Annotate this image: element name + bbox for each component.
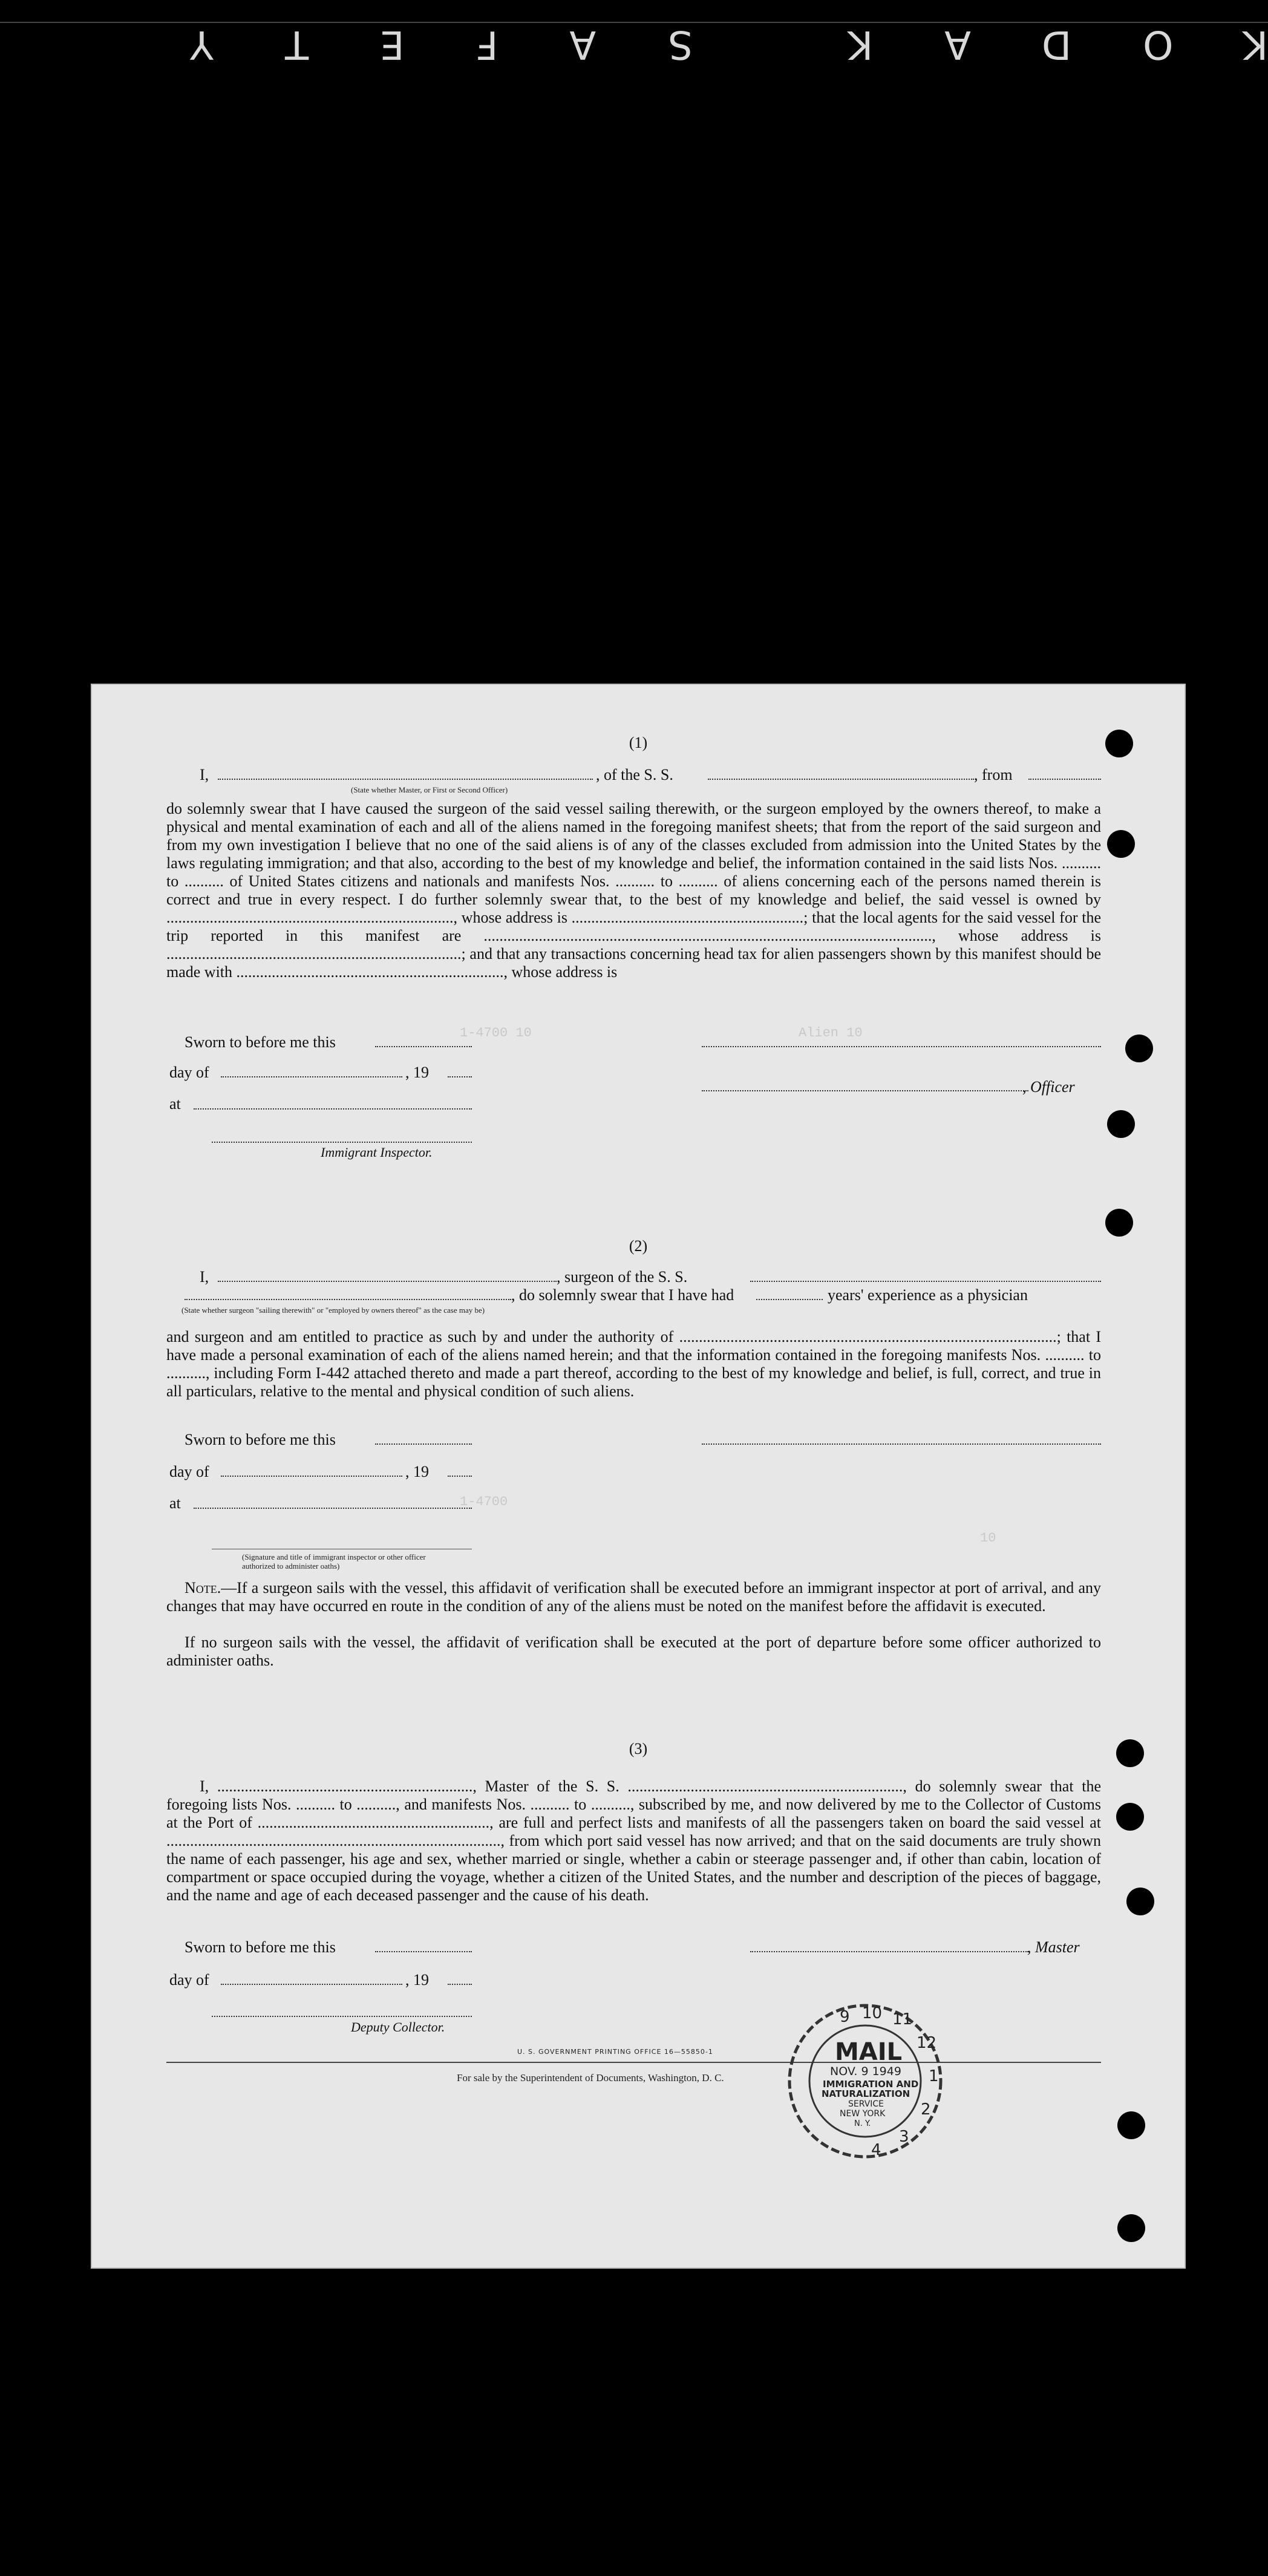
surgeon-of-ss-label: , surgeon of the S. S. bbox=[557, 1268, 688, 1286]
section-3-oath-text: I, ................................................................., Master of the S. S. ......................................................................, do solemnly swear that the foregoing lists Nos. .......... to .........., and manifests Nos. .......... to .........., subscribed by me, and now delivered by me to the Collector of Customs at the Port of ..........................................................., are full and perfect lists and manifests of all the passengers taken on board the said vessel at ....................................................................................., from which port said vessel has now arrived; and that on the said documents are truly shown the name of each passenger, his age and sex, whether married or single, whether a cabin or steerage passenger and, if other than cabin, location of compartment or space occupied during the voyage, whether a citizen of the United States, and the number and description of the pieces of baggage, and the name and age of each deceased passenger and the cause of his death. bbox=[166, 1777, 1101, 1904]
immigration-mail-stamp bbox=[780, 1996, 950, 2166]
surgeon-status-field[interactable] bbox=[185, 1298, 511, 1300]
stamp-date: NOV. 9 1949 bbox=[830, 2065, 901, 2078]
officer-caption: (State whether Master, or First or Second Officer) bbox=[351, 785, 508, 794]
sale-notice: For sale by the Superintendent of Documents, Washington, D. C. bbox=[457, 2072, 724, 2084]
master-name-field[interactable] bbox=[218, 777, 593, 780]
punch-hole bbox=[1126, 1888, 1154, 1915]
section-2-sworn: Sworn to before me this bbox=[185, 1431, 336, 1448]
officer-label: , Officer bbox=[1022, 1078, 1075, 1096]
section-1-year: , 19 bbox=[405, 1064, 429, 1081]
master-label: , Master bbox=[1027, 1938, 1080, 1956]
bleed-through-text: 1-4700 10 bbox=[460, 1025, 532, 1041]
stamp-agency-3: SERVICE bbox=[848, 2099, 884, 2109]
inspector-signature-line[interactable] bbox=[212, 1140, 472, 1143]
stamp-city: NEW YORK bbox=[840, 2109, 886, 2119]
footer-rule bbox=[166, 2062, 1101, 2063]
inspector-signature-caption: (Signature and title of immigrant inspector or other officer authorized to administer oaths) bbox=[242, 1552, 426, 1571]
stamp-agency-2: NATURALIZATION bbox=[822, 2088, 910, 2099]
section-1-at: at bbox=[169, 1095, 181, 1113]
surgeon-name-field[interactable] bbox=[218, 1280, 557, 1282]
punch-hole bbox=[1125, 1035, 1153, 1062]
section-1-line-i: I, bbox=[200, 766, 209, 783]
punch-hole bbox=[1107, 1110, 1135, 1138]
manifest-affidavit-page bbox=[91, 684, 1186, 2269]
section-1-oath-text: do solemnly swear that I have caused the surgeon of the said vessel sailing therewith, or the surgeon employed by the owners thereof, to make a physical and mental examination of each and all of the aliens named in the foregoing manifest sheets; that from the report of the said surgeon and from my own investigation I believe that no one of the said aliens is of any of the classes excluded from admission into the United States by the laws regulating immigration; and that also, according to the best of my knowledge and belief, the information contained in the said lists Nos. .......... to .......... of United States citizens and nationals and manifests Nos. .......... to .......... of aliens concerning each of the persons named therein is correct and true in every respect. I do further solemnly swear that, to the best of my knowledge and belief, the said vessel is owned by ........................................................................., whose address is ...........................................................; that the local agents for the said vessel for the trip reported in this manifest are .................................................................................................................., whose address is ...........................................................................; and that any transactions concerning head tax for alien passengers shown by this manifest should be made with ...................................................................., whose address is bbox=[166, 800, 1101, 981]
master-signature-line[interactable] bbox=[750, 1950, 1028, 1952]
stamp-clock-1: 1 bbox=[929, 2067, 939, 2085]
section-3-day: day of bbox=[169, 1971, 209, 1989]
section-2-year-field[interactable] bbox=[448, 1474, 472, 1477]
note-text: —If a surgeon sails with the vessel, this affidavit of verification shall be executed before an immigrant inspector at port of arrival, and any changes that may have occurred en route in the condition of any of the aliens must be noted on the manifest before the affidavit is executed. bbox=[166, 1579, 1101, 1615]
inspector-label: Immigrant Inspector. bbox=[321, 1145, 433, 1160]
stamp-clock-3: 3 bbox=[899, 2128, 909, 2146]
stamp-agency-1: IMMIGRATION AND bbox=[823, 2079, 919, 2090]
note-paragraph bbox=[166, 1579, 1101, 1615]
section-3-sworn: Sworn to before me this bbox=[185, 1938, 336, 1956]
officer-title-line[interactable] bbox=[702, 1089, 1028, 1091]
surgeon-status-caption: (State whether surgeon "sailing therewith" or "employed by owners thereof" as the case may be) bbox=[181, 1306, 485, 1315]
stamp-clock-9: 9 bbox=[840, 2008, 850, 2026]
punch-hole bbox=[1107, 830, 1135, 858]
collector-signature-line[interactable] bbox=[212, 2015, 472, 2017]
film-edge-text: KODAK SAFETY bbox=[118, 22, 1268, 67]
officer-signature-line[interactable] bbox=[702, 1045, 1101, 1047]
gpo-imprint: U. S. GOVERNMENT PRINTING OFFICE 16—55850-1 bbox=[517, 2048, 713, 2056]
section-2-at: at bbox=[169, 1494, 181, 1512]
section-2-at-field[interactable] bbox=[194, 1506, 472, 1509]
stamp-clock-4: 4 bbox=[871, 2141, 881, 2159]
years-experience-field[interactable] bbox=[756, 1298, 823, 1300]
section-3-year-field[interactable] bbox=[448, 1983, 472, 1985]
bleed-through-text: Alien 10 bbox=[799, 1025, 863, 1041]
section-2-day-field[interactable] bbox=[221, 1474, 402, 1477]
section-2-day: day of bbox=[169, 1463, 209, 1480]
section-2-year: , 19 bbox=[405, 1463, 429, 1480]
section-1-day: day of bbox=[169, 1064, 209, 1081]
stamp-state: N. Y. bbox=[854, 2119, 871, 2128]
of-ss-label: , of the S. S. bbox=[596, 766, 673, 783]
from-label: , from bbox=[974, 766, 1013, 783]
section-2-number: (2) bbox=[629, 1237, 648, 1255]
section-3-day-field[interactable] bbox=[221, 1983, 402, 1985]
surgeon-vessel-field[interactable] bbox=[750, 1280, 1101, 1282]
section-2-line-i: I, bbox=[200, 1268, 209, 1286]
section-1-year-field[interactable] bbox=[448, 1075, 472, 1077]
bleed-through-text: 10 bbox=[980, 1531, 996, 1546]
section-3-sworn-field[interactable] bbox=[375, 1950, 472, 1952]
punch-hole bbox=[1117, 2111, 1145, 2139]
stamp-clock-10: 10 bbox=[862, 2004, 883, 2022]
section-3-number: (3) bbox=[629, 1740, 648, 1757]
section-1-sworn: Sworn to before me this bbox=[185, 1033, 336, 1051]
section-2-oath-text: and surgeon and am entitled to practice as such by and under the authority of ................................................................................................; that I have made a personal examination of each of the aliens named herein; and that the information contained in the foregoing manifests Nos. .......... to .........., including Form I-442 attached thereto and made a part thereof, according to the best of my knowledge and belief, is full, correct, and true in all particulars, relative to the mental and physical condition of such aliens. bbox=[166, 1328, 1101, 1400]
surgeon-oath-text: , do solemnly swear that I have had bbox=[511, 1286, 734, 1304]
stamp-clock-12: 12 bbox=[917, 2034, 937, 2052]
bleed-through-text: 1-4700 bbox=[460, 1494, 508, 1509]
section-2-sworn-field[interactable] bbox=[375, 1442, 472, 1445]
collector-label: Deputy Collector. bbox=[351, 2019, 445, 2035]
stamp-mail: MAIL bbox=[835, 2038, 903, 2066]
stamp-clock-11: 11 bbox=[892, 2010, 913, 2028]
vessel-name-field[interactable] bbox=[708, 777, 974, 780]
stamp-clock-2: 2 bbox=[921, 2100, 931, 2119]
section-1-at-field[interactable] bbox=[194, 1107, 472, 1110]
punch-hole bbox=[1116, 1803, 1144, 1831]
section-3-year: , 19 bbox=[405, 1971, 429, 1989]
note-paragraph-2: If no surgeon sails with the vessel, the affidavit of verification shall be executed at the port of departure before some officer authorized to administer oaths. bbox=[166, 1633, 1101, 1669]
section-1-number: (1) bbox=[629, 734, 648, 751]
from-port-field[interactable] bbox=[1028, 777, 1101, 780]
punch-hole bbox=[1105, 1209, 1133, 1237]
note-label: Note. bbox=[185, 1579, 221, 1597]
punch-hole bbox=[1117, 2214, 1145, 2242]
surgeon-signature-line[interactable] bbox=[702, 1442, 1101, 1445]
section-1-day-field[interactable] bbox=[221, 1075, 402, 1077]
section-1-sworn-field[interactable] bbox=[375, 1045, 472, 1047]
years-experience-label: years' experience as a physician bbox=[828, 1286, 1028, 1304]
